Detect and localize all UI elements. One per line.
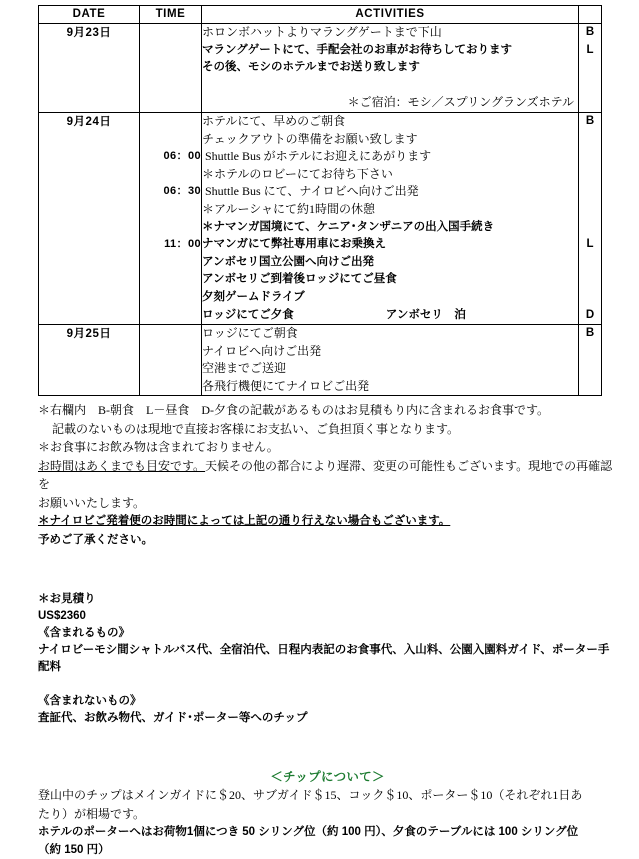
tips-line: 登山中のチップはメインガイドに＄20、サブガイド＄15、コック＄10、ポーター＄10（それぞれ1日あ [38,788,583,803]
activity-line: アンボセリ国立公園へ向けご出発 [202,255,375,268]
table-body [39,24,602,396]
table-row [39,325,602,396]
header-meal [579,6,602,24]
cell-date: 9月23日 [39,24,140,113]
estimate-section [38,591,617,727]
cell-meal [579,325,602,396]
cell-activities [202,325,579,396]
table-row [39,112,602,324]
activity-line: Shuttle Bus がホテルにお迎えにあがります [202,149,432,164]
activity-line: ロッジにてご朝食 [202,326,298,341]
cell-time [140,112,202,324]
header-activities: ACTIVITIES [202,6,579,24]
cell-time [140,24,202,113]
note-line: お願いいたします。 [38,495,146,510]
activity-line: 空港までご送迎 [202,361,287,376]
tips-line: ホテルのポーターへはお荷物1個につき 50 シリング位（約 100 円）、夕食のテーブルには 100 シリング位 [38,826,579,839]
cell-date: 9月25日 [39,325,140,396]
table-row [39,24,602,113]
note-line: ＊お食事にお飲み物は含まれておりません。 [38,440,279,455]
activity-line: マラングゲートにて、手配会社のお車がお待ちしております [202,43,513,56]
tips-title: ＜チップについて＞ [270,770,385,785]
meal-code: D [585,308,595,321]
header-date: DATE [39,6,140,24]
itinerary-table [38,5,602,396]
activity-line: その後、モシのホテルまでお送り致します [202,61,420,74]
spacer [38,676,617,693]
note-line [38,457,617,494]
meal-code: B [585,114,595,127]
table-header-row [39,6,602,24]
activity-line: アンボセリご到着後ロッジにてご昼食 [202,273,397,286]
activity-line: チェックアウトの準備をお願い致します [202,131,418,146]
cell-meal [579,24,602,113]
estimate-title: ＊お見積り [38,593,96,606]
activity-line: Shuttle Bus にて、ナイロビへ向けご出発 [202,184,419,199]
meal-code: L [586,238,594,251]
accommodation-note: アンボセリ 泊 [385,308,466,321]
note-line-underlined: ＊ナイロビご発着便のお時間によっては上記の通り行えない場合もございます。 [38,515,451,528]
activity-line: ＊ナマンガ国境にて、ケニア･タンザニアの出入国手続き [202,220,495,233]
meal-code: B [585,26,595,38]
time-entry: 11：00 [164,238,201,251]
cell-date: 9月24日 [39,112,140,324]
activity-line: ＊アルーシャにて約1時間の休憩 [202,201,376,216]
note-line: 予めご了承ください。 [38,533,153,546]
cell-time [140,325,202,396]
activity-line: ナマンガにて弊社専用車にお乗換え [202,238,386,251]
included-heading: 《含まれるもの》 [38,627,130,640]
activity-line: ＊ホテルのロビーにてお待ち下さい [202,166,393,181]
time-entry: 06：30 [163,185,201,198]
header-time: TIME [140,6,202,24]
cell-activities [202,112,579,324]
tips-line: たり）が相場です。 [38,806,146,821]
note-line: 記載のないものは現地で直接お客様にお支払い、ご負担頂く事となります。 [52,421,460,436]
included-items: ナイロビーモシ間シャトルバス代、全宿泊代、日程内表記のお食事代、入山料、公園入園料ガイド、ポーター手配料 [38,644,610,674]
note-plain-part: 天候その他の都合により遅滞、変更の可能性もございます。現地での再確認を [38,458,613,492]
time-entry: 06：00 [163,150,201,163]
activity-text: ロッジにてご夕食 [202,308,294,321]
note-line: ＊右欄内 B-朝食 L－昼食 D-夕食の記載があるものはお見積もり内に含まれるお食事です。 [38,403,550,418]
excluded-items: 査証代、お飲み物代、ガイド･ポーター等へのチップ [38,712,308,725]
note-underlined-part: お時間はあくまでも目安です。 [38,458,206,473]
excluded-heading: 《含まれないもの》 [38,695,142,708]
estimate-amount: US$2360 [38,610,86,623]
notes-section [38,401,617,549]
tips-line: （約 150 円） [38,844,110,857]
activity-line-with-stay [202,307,578,325]
activity-line: 夕刻ゲームドライブ [202,290,305,303]
cell-activities [202,24,579,113]
activity-line: ホロンボハットよりマラングゲートまで下山 [202,25,442,39]
cell-meal [579,112,602,324]
activity-line: 各飛行機便にてナイロビご出発 [202,378,370,393]
accommodation-note: ＊ご宿泊：モシ／スプリングランズホテル [347,95,574,110]
meal-code: B [585,327,595,340]
activity-line: ホテルにて、早めのご朝食 [202,113,346,128]
tips-body [38,786,617,859]
meal-code: L [586,43,594,56]
tips-section [38,767,617,859]
activity-line: ナイロビへ向けご出発 [202,343,322,358]
